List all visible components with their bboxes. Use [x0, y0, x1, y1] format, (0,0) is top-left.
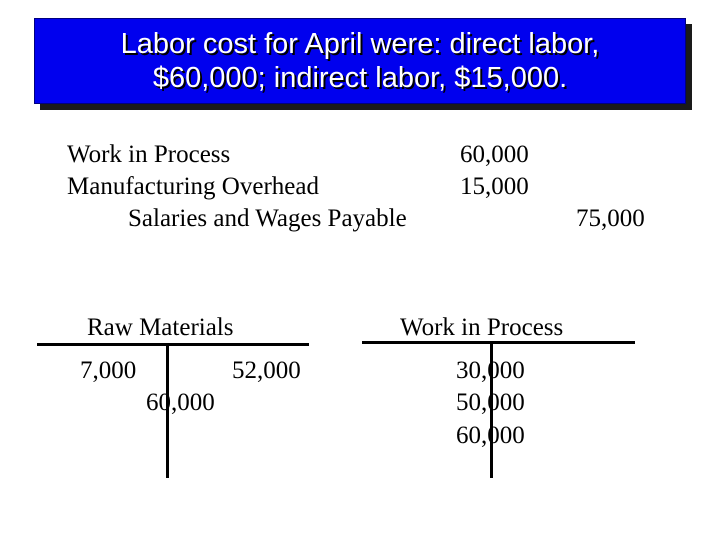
t-account-raw-materials-top-rule	[37, 343, 309, 346]
title-line-1: Labor cost for April were: direct labor,	[120, 28, 600, 60]
title-banner	[34, 18, 686, 104]
t-account-raw-materials-debit-1: 7,000	[80, 357, 137, 384]
title-line-2: $60,000; indirect labor, $15,000.	[152, 62, 568, 94]
t-account-work-in-process-value-2: 50,000	[456, 389, 525, 416]
journal-account-manufacturing-overhead: Manufacturing Overhead	[67, 173, 319, 200]
t-account-raw-materials-credit-1: 52,000	[232, 357, 301, 384]
journal-debit-work-in-process: 60,000	[460, 141, 529, 168]
journal-account-salaries-wages-payable: Salaries and Wages Payable	[128, 205, 407, 232]
t-account-work-in-process-value-1: 30,000	[456, 357, 525, 384]
t-account-work-in-process-title: Work in Process	[400, 314, 564, 341]
t-account-work-in-process-top-rule	[362, 341, 635, 344]
journal-account-work-in-process: Work in Process	[67, 141, 231, 168]
journal-credit-salaries-wages-payable: 75,000	[576, 205, 645, 232]
journal-debit-manufacturing-overhead: 15,000	[460, 173, 529, 200]
t-account-raw-materials-debit-2: 60,000	[146, 389, 215, 416]
t-account-work-in-process-value-3: 60,000	[456, 422, 525, 449]
t-account-raw-materials-title: Raw Materials	[87, 314, 234, 341]
